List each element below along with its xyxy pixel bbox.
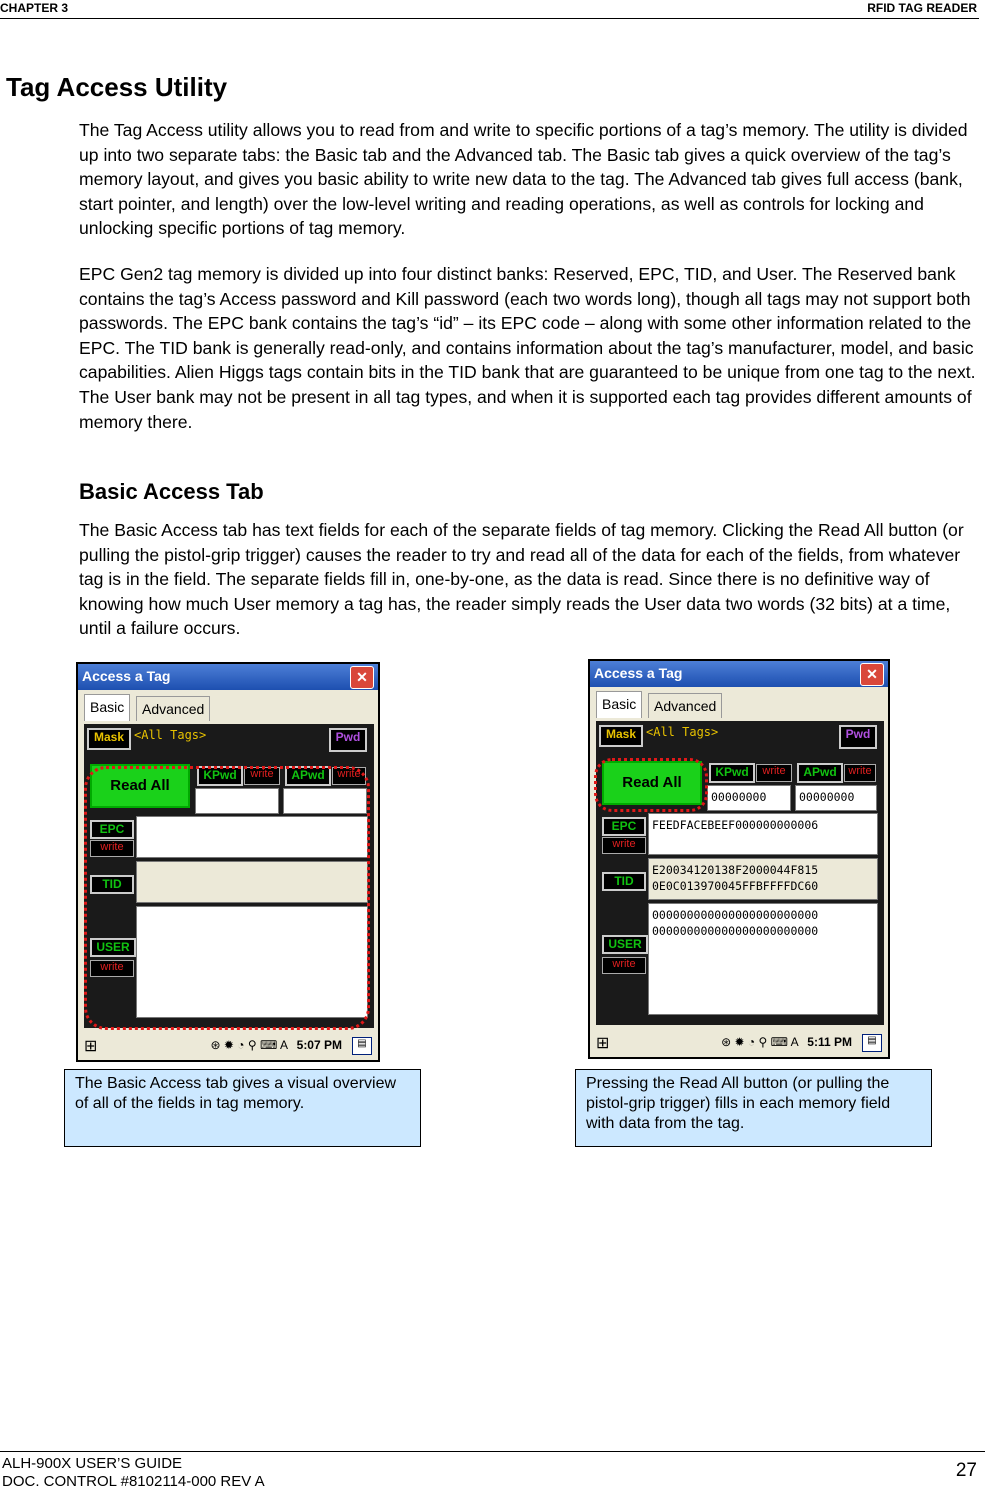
subheading-basic-access-tab: Basic Access Tab <box>79 479 264 504</box>
page-footer <box>0 1451 985 1493</box>
epc-write-button[interactable]: write <box>90 840 134 857</box>
start-icon[interactable]: ⊞ <box>84 1038 98 1055</box>
page-header <box>0 0 979 19</box>
footer-guide-title: ALH-900X USER’S GUIDE <box>2 1455 183 1472</box>
epc-value: FEEDFACEBEEF000000000006 <box>652 818 819 832</box>
clock: 5:07 PM <box>296 1038 342 1052</box>
tid-button[interactable]: TID <box>90 875 134 894</box>
window-titlebar <box>78 664 378 690</box>
close-icon[interactable]: ✕ <box>860 663 884 686</box>
tab-advanced[interactable]: Advanced <box>648 693 722 718</box>
user-value: 000000000000000000000000 000000000000000000000000 <box>652 908 819 938</box>
intro-paragraph-2: EPC Gen2 tag memory is divided up into four distinct banks: Reserved, EPC, TID, and User. The Reserved bank contains the tag’s Access password and Kill password (each two words long), though all tags may not support both passwords. The EPC bank contains the tag’s “id” – its EPC code – along with some other information related to the EPC. The TID bank is generally read-only, and contains information about the tag’s manufacturer, model, and basic capabilities. Alien Higgs tags contain bits in the TID bank that are guaranteed to be unique from one tag to the next. The User bank may not be present in all tag types, and when it is supported each tag provides different amounts of memory there. <box>79 264 976 432</box>
footer-doc-control: DOC. CONTROL #8102114-000 REV A <box>2 1473 265 1490</box>
user-button[interactable]: USER <box>90 938 136 957</box>
clock: 5:11 PM <box>807 1035 852 1049</box>
epc-button[interactable]: EPC <box>90 820 134 839</box>
user-button[interactable]: USER <box>602 935 648 954</box>
close-icon[interactable]: ✕ <box>350 666 374 689</box>
pwd-button[interactable]: Pwd <box>329 728 367 752</box>
highlight-read-all-outline <box>594 758 708 812</box>
epc-write-button[interactable]: write <box>602 837 646 854</box>
window-switch-icon[interactable]: ▤ <box>862 1034 882 1052</box>
kpwd-write-button[interactable]: write <box>244 767 280 785</box>
tid-value: E20034120138F2000044F815 0E0C013970045FFBFFFFDC60 <box>652 863 819 893</box>
window-body <box>590 687 888 1029</box>
pwd-button[interactable]: Pwd <box>839 725 877 749</box>
mask-value: <All Tags> <box>646 725 719 739</box>
kpwd-field[interactable] <box>707 785 791 811</box>
user-write-button[interactable]: write <box>90 960 134 977</box>
caption-left: The Basic Access tab gives a visual overview of all of the fields in tag memory. <box>64 1069 421 1147</box>
highlight-fields-outline <box>84 766 370 1030</box>
kpwd-button[interactable]: KPwd <box>197 766 243 786</box>
apwd-button[interactable]: APwd <box>285 766 331 786</box>
tid-button[interactable]: TID <box>602 872 646 891</box>
window-title: Access a Tag <box>594 665 683 681</box>
read-all-button[interactable]: Read All <box>602 761 702 805</box>
kpwd-button[interactable]: KPwd <box>709 763 755 783</box>
system-tray <box>210 1038 342 1052</box>
apwd-value: 00000000 <box>799 790 855 804</box>
start-icon[interactable]: ⊞ <box>596 1035 610 1052</box>
apwd-write-button[interactable]: write <box>844 764 876 782</box>
section-label: RFID TAG READER <box>867 1 977 15</box>
taskbar <box>590 1029 888 1057</box>
system-tray <box>721 1035 852 1049</box>
read-all-button[interactable]: Read All <box>90 764 190 808</box>
chapter-label: CHAPTER 3 <box>0 1 69 15</box>
window-switch-icon[interactable]: ▤ <box>352 1037 372 1055</box>
kpwd-write-button[interactable]: write <box>756 764 792 782</box>
apwd-field[interactable] <box>795 785 877 811</box>
epc-field[interactable] <box>648 813 878 855</box>
page-title: Tag Access Utility <box>6 72 228 102</box>
user-field[interactable] <box>648 903 878 1015</box>
mask-value: <All Tags> <box>134 728 207 742</box>
page-number: 27 <box>955 1460 977 1481</box>
intro-paragraph-1: The Tag Access utility allows you to read from and write to specific portions of a tag’s memory. The utility is divided up into two separate tabs: the Basic tab and the Advanced tab. The Basic tab gives a quick overview of the tag’s memory layout, and gives you basic ability to write new data to the tag. The Advanced tab gives full access (bank, start pointer, and length) over the low-level writing and reading operations, as well as controls for locking and unlocking specific portions of tag memory. <box>79 120 968 239</box>
tray-icons[interactable]: ⊛ ✹ ◔ ⚲ ⌨ A <box>721 1035 798 1049</box>
apwd-write-button[interactable]: write <box>332 767 366 785</box>
mask-button[interactable]: Mask <box>599 725 643 747</box>
caption-right: Pressing the Read All button (or pulling the pistol-grip trigger) fills in each memory field with data from the tag. <box>575 1069 932 1147</box>
epc-button[interactable]: EPC <box>602 817 646 836</box>
basic-tab-paragraph: The Basic Access tab has text fields for each of the separate fields of tag memory. Clicking the Read All button (or pulling the pistol-grip trigger) causes the reader to try and read all of the data for each of the fields, from whatever tag is in the field. The separate fields fill in, one-by-one, as the data is read. Since there is no definitive way of knowing how much User memory a tag has, the reader simply reads the User data two words (32 bits) at a time, until a failure occurs. <box>79 520 964 639</box>
user-write-button[interactable]: write <box>602 957 646 974</box>
window-title: Access a Tag <box>82 668 171 684</box>
taskbar <box>78 1032 378 1060</box>
kpwd-value: 00000000 <box>711 790 767 804</box>
tab-basic[interactable]: Basic <box>84 694 130 721</box>
window-titlebar <box>590 661 888 687</box>
tray-icons[interactable]: ⊛ ✹ ◔ ⚲ ⌨ A <box>210 1038 288 1052</box>
tid-field <box>648 858 878 900</box>
screenshot-basic-filled <box>588 659 890 1059</box>
tab-advanced[interactable]: Advanced <box>136 696 210 721</box>
mask-button[interactable]: Mask <box>87 728 131 750</box>
tab-basic[interactable]: Basic <box>596 691 642 718</box>
apwd-button[interactable]: APwd <box>797 763 843 783</box>
